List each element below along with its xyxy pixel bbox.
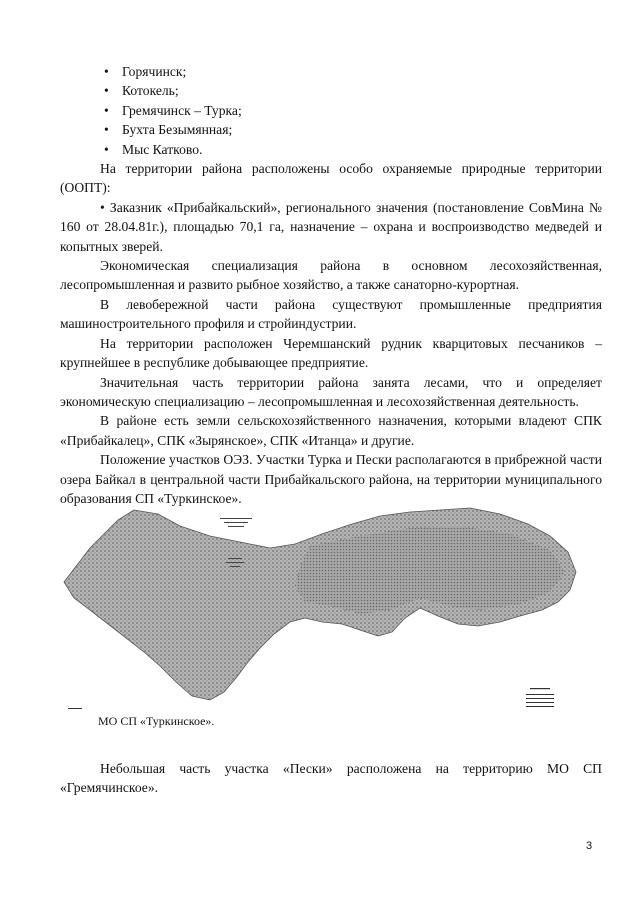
bottom-text [60, 759, 602, 798]
paragraph-mine: На территории расположен Черемшанский рудник кварцитовых песчаников – крупнейшее в республике добывающее предприятие. [60, 335, 602, 371]
list-item: • Горячинск; [104, 62, 602, 81]
map-legend-bottom [526, 688, 554, 707]
body-text [60, 62, 602, 508]
list-item: • Котокель; [104, 81, 602, 100]
paragraph-zakaznik: • Заказник «Прибайкальский», регионального значения (постановление СовМина № 160 от 28.04.81г.), площадью 70,1 га, назначение – охрана и воспроизводство медведей и копытных зверей. [60, 199, 602, 254]
map-legend-top [220, 518, 252, 527]
list-item: • Гремячинск – Турка; [104, 101, 602, 120]
map-caption: МО СП «Туркинское». [98, 714, 215, 728]
map-scale-mark [68, 708, 82, 709]
page-number: 3 [586, 840, 593, 852]
paragraph-oopt-intro: На территории района расположены особо охраняемые природные территории (ООПТ): [60, 161, 602, 196]
paragraph-economy: Экономическая специализация района в основном лесохозяйственная, лесопромышленная и развито рыбное хозяйство, а также санаторно-курортная. [60, 258, 602, 293]
paragraph-forests: Значительная часть территории района занята лесами, что и определяет экономическую специализацию – лесопромышленная и лесохозяйственная деятельность. [60, 374, 602, 409]
paragraph-peski: Небольшая часть участка «Пески» расположена на территорию МО СП «Гремячинское». [60, 761, 602, 796]
territory-map-image [60, 506, 580, 712]
paragraph-left-bank: В левобережной части района существуют промышленные предприятия машиностроительного профиля и стройиндустрии. [60, 296, 602, 332]
territory-map [60, 506, 580, 712]
list-item: • Мыс Катково. [104, 140, 602, 159]
paragraph-location: Положение участков ОЭЗ. Участки Турка и Пески располагаются в прибрежной части озера Байкал в центральной части Прибайкальского района, на территории муниципального образования СП «Туркинское». [60, 452, 602, 506]
settlement-list [60, 62, 602, 159]
list-item: • Бухта Безымянная; [104, 120, 602, 139]
paragraph-agri: В районе есть земли сельскохозяйственного назначения, которыми владеют СПК «Прибайкалец», СПК «Зырянское», СПК «Итанца» и другие. [60, 413, 602, 448]
